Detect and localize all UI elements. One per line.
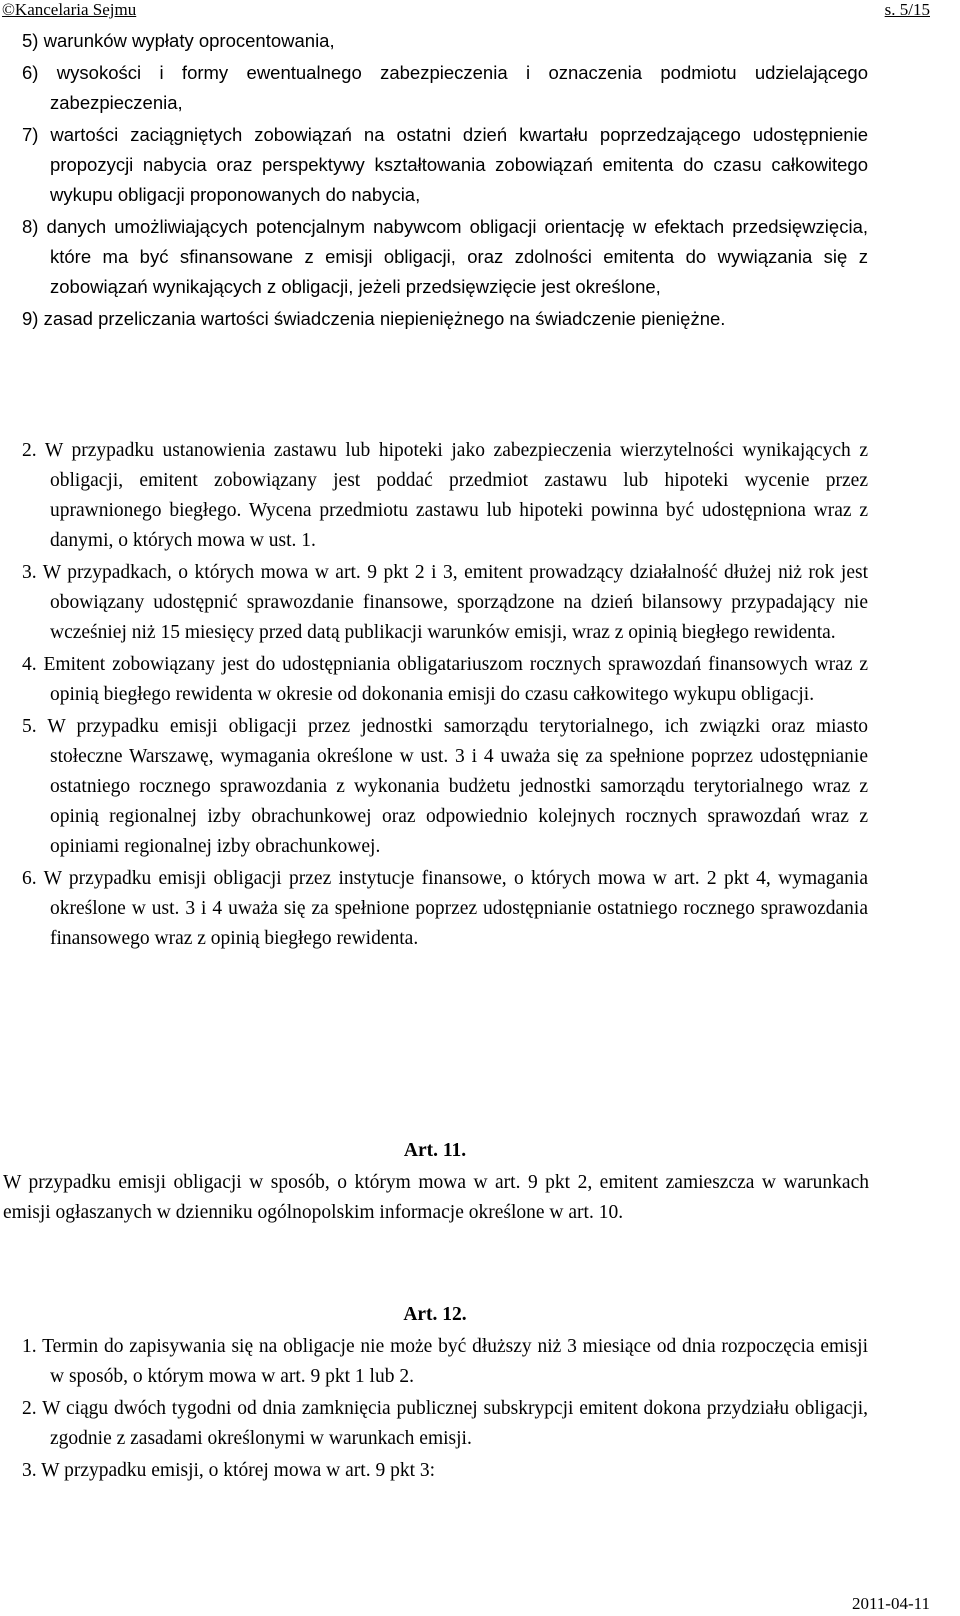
point-7: 7) wartości zaciągniętych zobowiązań na ostatni dzień kwartału poprzedzającego udostępnienie propozycji nabycia oraz perspektywy kształtowania zobowiązań emitenta do czasu całkowitego wykupu obligacji proponowanych do nabycia, <box>22 124 868 205</box>
footer-date: 2011-04-11 <box>851 1594 930 1613</box>
header-copyright: ©Kancelaria Sejmu <box>2 0 137 19</box>
paragraph-4: 4. Emitent zobowiązany jest do udostępniania obligatariuszom rocznych sprawozdań finansowych wraz z opinią biegłego rewidenta w okresie od dokonania emisji do czasu całkowitego wykupu obligacji. <box>22 654 868 705</box>
paragraph-2: 2. W przypadku ustanowienia zastawu lub hipoteki jako zabezpieczenia wierzytelności wynikających z obligacji, emitent zobowiązany jest poddać przedmiot zastawu lub hipoteki wycenie przez uprawnionego biegłego. Wycena przedmiotu zastawu lub hipoteki powinna być udostępniona wraz z danymi, o których mowa w ust. 1. <box>22 440 868 551</box>
art-12-list <box>22 1332 868 1486</box>
point-9: 9) zasad przeliczania wartości świadczenia niepieniężnego na świadczenie pieniężne. <box>22 308 726 329</box>
paragraph-5: 5. W przypadku emisji obligacji przez jednostki samorządu terytorialnego, ich związki oraz miasto stołeczne Warszawę, wymagania określone w ust. 3 i 4 uważa się za spełnione poprzez udostępnianie ostatniego rocznego sprawozdania z wykonania budżetu jednostki samorządu terytorialnego wraz z opinią regionalnej izby obrachunkowej oraz odpowiednio kolejnych rocznych sprawozdań wraz z opiniami regionalnej izby obrachunkowej. <box>22 716 868 857</box>
point-6: 6) wysokości i formy ewentualnego zabezpieczenia i oznaczenia podmiotu udzielającego zabezpieczenia, <box>22 62 868 113</box>
paragraph-6: 6. W przypadku emisji obligacji przez instytucje finansowe, o których mowa w art. 2 pkt 4, wymagania określone w ust. 3 i 4 uważa się za spełnione poprzez udostępnianie ostatniego rocznego sprawozdania finansowego wraz z opinią biegłego rewidenta. <box>22 868 868 949</box>
art-12-item-3: 3. W przypadku emisji, o której mowa w art. 9 pkt 3: <box>22 1460 436 1481</box>
point-5: 5) warunków wypłaty oprocentowania, <box>22 30 335 51</box>
art-12-title: Art. 12. <box>403 1304 467 1325</box>
points-list <box>22 26 868 334</box>
art-12-item-1: 1. Termin do zapisywania się na obligacje nie może być dłuższy niż 3 miesiące od dnia rozpoczęcia emisji w sposób, o którym mowa w art. 9 pkt 1 lub 2. <box>22 1336 868 1387</box>
page-number: s. 5/15 <box>884 0 930 19</box>
point-8: 8) danych umożliwiających potencjalnym nabywcom obligacji orientację w efektach przedsięwzięcia, które ma być sfinansowane z emisji obligacji, oraz zdolności emitenta do wywiązania się z zobowiązań wynikających z obligacji, jeżeli przedsięwzięcie jest określone, <box>22 216 868 297</box>
paragraph-3: 3. W przypadkach, o których mowa w art. 9 pkt 2 i 3, emitent prowadzący działalność dłużej niż rok jest obowiązany udostępnić sprawozdanie finansowe, sporządzone na dzień bilansowy przypadający nie wcześniej niż 15 miesięcy przed datą publikacji warunków emisji, wraz z opinią biegłego rewidenta. <box>22 562 868 643</box>
art-12-item-2: 2. W ciągu dwóch tygodni od dnia zamknięcia publicznej subskrypcji emitent dokona przydziału obligacji, zgodnie z zasadami określonymi w warunkach emisji. <box>22 1398 868 1449</box>
paragraphs-list <box>22 436 868 954</box>
art-11-text: W przypadku emisji obligacji w sposób, o którym mowa w art. 9 pkt 2, emitent zamieszcza w warunkach emisji ogłaszanych w dzienniku ogólnopolskim informacje określone w art. 10. <box>3 1172 869 1223</box>
art-11-title: Art. 11. <box>403 1140 467 1161</box>
